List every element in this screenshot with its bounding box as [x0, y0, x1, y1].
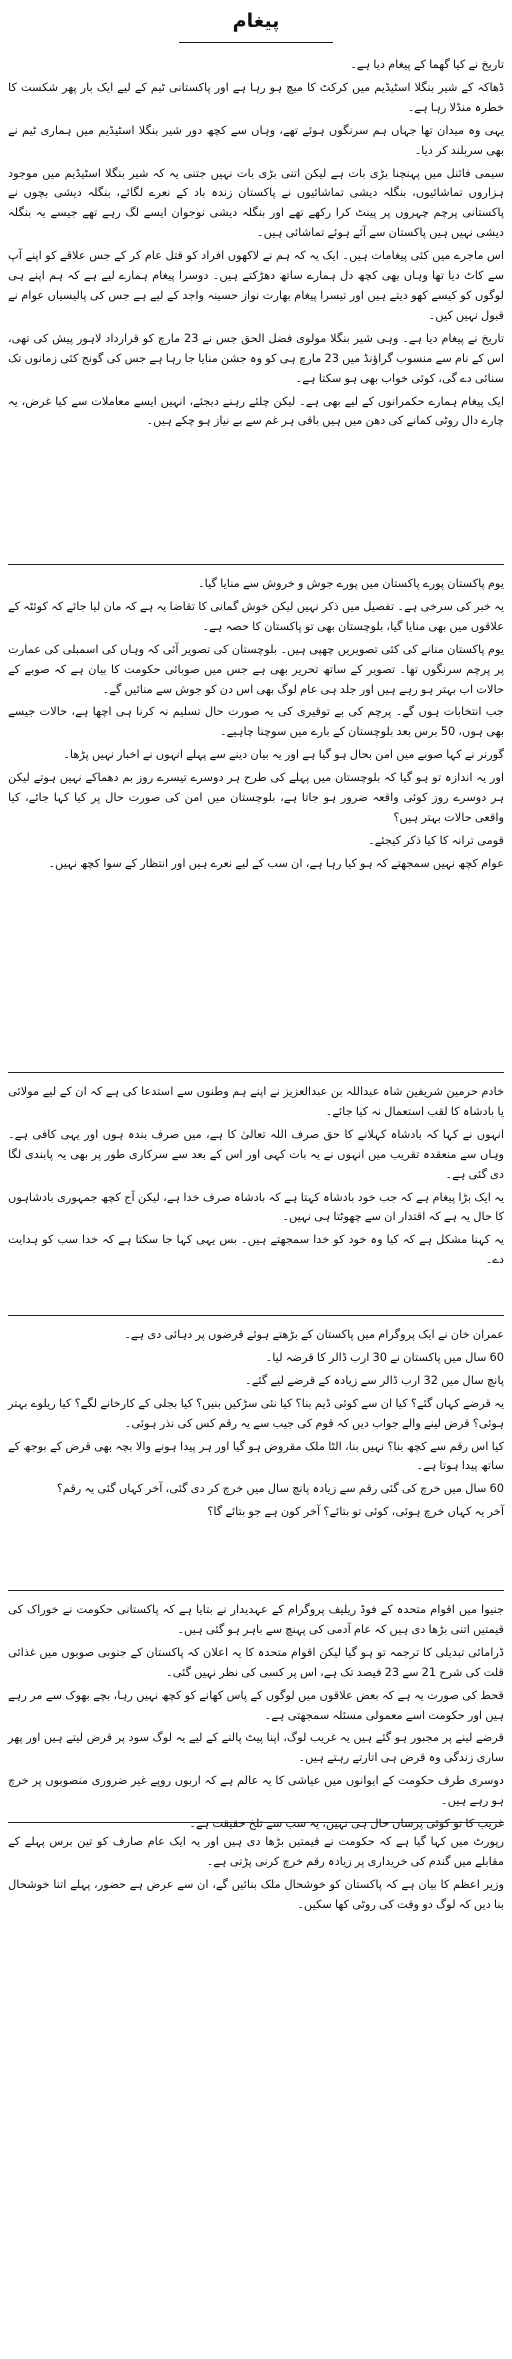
paragraph: عمران خان نے ایک پروگرام میں پاکستان کے بڑھتے ہوئے قرضوں پر دہائی دی ہے۔ — [124, 1327, 504, 1341]
paragraph: انہوں نے کہا کہ بادشاہ کہلانے کا حق صرف اللہ تعالیٰ کا ہے، میں صرف بندہ ہوں اور یہی کافی ہے۔ وہاں سے منعقدہ تقریب میں انہوں نے یہ بات کہی اور اس کے بعد سے سرکاری طور پر بھی یہ پابندی لگا دی گئی ہے۔ — [8, 1126, 504, 1181]
paragraph: وزیر اعظم کا بیان ہے کہ پاکستان کو خوشحال ملک بنائیں گے، ان سے عرض ہے حضور، پہلے اتنا خوشحال بنا دیں کہ لوگ دو وقت کی روٹی کھا سکیں۔ — [8, 1876, 504, 1911]
paragraph: رپورٹ میں کہا گیا ہے کہ حکومت نے قیمتیں بڑھا دی ہیں اور یہ ایک عام صارف کو تین برس پہلے کے مقابلے میں گندم کی خریداری پر زیادہ رقم خرچ کرنی پڑتی ہے۔ — [8, 1834, 504, 1868]
section-divider — [8, 1822, 504, 1823]
paragraph: 60 سال میں پاکستان نے 30 ارب ڈالر کا قرضہ لیا۔ — [265, 1349, 504, 1364]
paragraph: یہ خبر کی سرخی ہے۔ تفصیل میں ذکر نہیں لیکن خوش گمانی کا تقاضا یہ ہے کہ مان لیا جائے کہ کوئٹہ کے علاقوں میں بھی منایا گیا، بلوچستان بھی تو پاکستان کا حصہ ہے۔ — [8, 598, 504, 633]
paragraph: قومی ترانہ کا کیا ذکر کیجئے۔ — [368, 832, 504, 847]
section-5 — [8, 1600, 504, 1837]
paragraph: تاریخ نے کیا گھما کے پیغام دیا ہے۔ — [350, 57, 504, 71]
paragraph: خادم حرمین شریفین شاہ عبداللہ بن عبدالعزیز نے اپنے ہم وطنوں سے استدعا کی ہے کہ ان کے لیے مولائی یا بادشاہ کا لقب استعمال نہ کیا جائے۔ — [8, 1084, 504, 1118]
section-4 — [8, 1325, 504, 1525]
section-divider — [8, 1315, 504, 1316]
paragraph: 60 سال میں خرچ کی گئی رقم سے زیادہ پانچ سال میں خرچ کر دی گئی، آخر کہاں گئی یہ رقم؟ — [56, 1481, 504, 1496]
paragraph: عوام کچھ نہیں سمجھتے کہ ہو کیا رہا ہے، ان سب کے لیے نعرے ہیں اور انتظار کے سوا کچھ نہیں۔ — [48, 855, 504, 870]
title-underline — [179, 42, 333, 43]
section-3 — [8, 1082, 504, 1273]
paragraph: جنیوا میں اقوام متحدہ کے فوڈ ریلیف پروگرام کے عہدیدار نے بتایا ہے کہ پاکستانی حکومت نے خوراک کی قیمتیں اتنی بڑھا دی ہیں کہ عام آدمی کی پہنچ سے باہر ہو گئی ہیں۔ — [8, 1602, 504, 1636]
paragraph: دوسری طرف حکومت کے ایوانوں میں عیاشی کا یہ عالم ہے کہ اربوں روپے غیر ضروری منصوبوں پر خرچ ہو رہے ہیں۔ — [8, 1773, 504, 1808]
section-2 — [8, 574, 504, 877]
paragraph: کیا اس رقم سے کچھ بنا؟ نہیں بنا، الٹا ملک مقروض ہو گیا اور ہر پیدا ہونے والا بچہ بھی قرض کے بوجھ کے ساتھ پیدا ہوتا ہے۔ — [8, 1438, 504, 1473]
paragraph: ڈھاکہ کے شیر بنگلا اسٹیڈیم میں کرکٹ کا میچ ہو رہا ہے اور پاکستانی ٹیم کے لیے ایک بار پھر شکست کا خطرہ منڈلا رہا ہے۔ — [8, 79, 504, 114]
section-1 — [8, 55, 504, 434]
paragraph: یوم پاکستان منانے کی کئی تصویریں چھپی ہیں۔ بلوچستان کی تصویر آئی کہ وہاں کی اسمبلی کی عمارت پر پرچم سرنگوں تھا۔ تصویر کے ساتھ تحریر بھی ہے جس میں صوبائی حکومت کا بیان ہے کہ صوبے کے حالات اب بہتر ہو رہے ہیں اور جلد ہی عام لوگ بھی اس دن کو جوش سے منائیں گے۔ — [8, 641, 504, 696]
paragraph: یہ ایک بڑا پیغام ہے کہ جب خود بادشاہ کہتا ہے کہ بادشاہ صرف خدا ہے، لیکن آج کچھ جمہوری بادشاہوں کا حال یہ ہے کہ اقتدار ان سے چھوٹتا ہی نہیں۔ — [8, 1189, 504, 1224]
paragraph: اور یہ اندازہ تو ہو گیا کہ بلوچستان میں پہلے کی طرح ہر دوسرے تیسرے روز بم دھماکے نہیں ہوتے لیکن ہر دوسرے روز کوئی واقعہ ضرور ہو جاتا ہے، بلوچستان میں امن کی صورت حال پر کیا کہا جائے، کیا واقعی حالات بہتر ہیں؟ — [8, 770, 504, 824]
paragraph: یہی وہ میدان تھا جہاں ہم سرنگوں ہوئے تھے، وہاں سے کچھ دور شیر بنگلا اسٹیڈیم میں ہماری ٹیم نے بھی سربلند کر دیا۔ — [8, 122, 504, 157]
paragraph: تاریخ نے پیغام دیا ہے۔ وہی شیر بنگلا مولوی فضل الحق جس نے 23 مارچ کو قرارداد لاہور پیش کی تھی، اس کے نام سے منسوب گراؤنڈ میں 23 مارچ ہی کو وہ جشن منایا جا رہا ہے جس کی گونج کئی زمانوں تک سنائی دے گی، کوئی خواب بھی ہو سکتا ہے۔ — [8, 330, 505, 385]
section-6 — [8, 1832, 504, 1918]
paragraph: سیمی فائنل میں پہنچنا بڑی بات ہے لیکن اتنی بڑی بات نہیں جتنی یہ کہ شیر بنگلا اسٹیڈیم میں موجود ہزاروں تماشائیوں، بنگلہ دیشی تماشائیوں نے پاکستان زندہ باد کے نعرے لگائے، بنگلہ دیشی بچوں نے پاکستانی پرچم چہروں پر پینٹ کرا رکھے تھے اور بنگلہ دیشی نوجوان ایسے لگ رہے تھے جیسے یہ بنگلہ دیشی نہیں ہیں پاکستان سے آئے ہوئے تماشائی ہیں۔ — [8, 165, 504, 240]
paragraph: قرضے لینے پر مجبور ہو گئے ہیں یہ غریب لوگ، اپنا پیٹ پالنے کے لیے یہ لوگ سود پر قرض لیتے ہیں اور پھر ساری زندگی وہ قرض ہی اتارتے رہتے ہیں۔ — [8, 1730, 504, 1765]
paragraph: یوم پاکستان پورے پاکستان میں پورے جوش و خروش سے منایا گیا۔ — [197, 576, 504, 590]
paragraph: یہ کہنا مشکل ہے کہ کیا وہ خود کو خدا سمجھتے ہیں۔ بس یہی کہا جا سکتا ہے کہ خدا سب کو ہدایت دے۔ — [8, 1232, 504, 1267]
paragraph: غریب کا تو کوئی پرسان حال ہی نہیں، یہ سب سے تلخ حقیقت ہے۔ — [189, 1816, 504, 1831]
paragraph: پانچ سال میں 32 ارب ڈالر سے زیادہ کے قرضے لیے گئے۔ — [245, 1372, 504, 1387]
section-divider — [8, 564, 504, 565]
paragraph: گورنر نے کہا صوبے میں امن بحال ہو گیا ہے اور یہ بیان دینے سے پہلے انہوں نے اخبار نہیں پڑھا۔ — [63, 747, 504, 762]
paragraph: ایک پیغام ہمارے حکمرانوں کے لیے بھی ہے۔ لیکن چلئے رہنے دیجئے، انہیں ایسے معاملات سے کیا غرض، یہ چارے دال روٹی کمانے کی دھن میں ہیں باقی ہر غم سے بے نیاز ہو چکے ہیں۔ — [8, 393, 504, 428]
paragraph: یہ قرضے کہاں گئے؟ کیا ان سے کوئی ڈیم بنا؟ کیا نئی سڑکیں بنیں؟ کیا بجلی کے کارخانے لگے؟ کیا ریلوے بہتر ہوئی؟ قرض لینے والے جواب دیں کہ قوم کی جیب سے یہ رقم کس کی نذر ہوئی۔ — [8, 1395, 504, 1430]
paragraph: اس ماجرے میں کئی پیغامات ہیں۔ ایک یہ کہ ہم نے لاکھوں افراد کو قتل عام کر کے جس علاقے کو اپنے آپ سے کاٹ دیا تھا وہاں بھی کچھ دل ہمارے ساتھ دھڑکتے ہیں۔ دوسرا پیغام ہمارے لیے ہے کہ ہم اپنے ہی لوگوں کو کیسے کھو دیتے ہیں اور تیسرا پیغام بھارت نواز حسینہ واجد کے لیے ہے جس کی پالیسیاں عوام نے قبول نہیں کیں۔ — [8, 248, 504, 322]
paragraph: آخر یہ کہاں خرچ ہوئی، کوئی تو بتائے؟ آخر کون ہے جو بتائے گا؟ — [207, 1504, 504, 1519]
paragraph: جب انتخابات ہوں گے۔ پرچم کی بے توقیری کی یہ صورت حال تسلیم نہ کرنا ہی اچھا ہے، حالات جیسے بھی ہوں، 50 برس بعد بلوچستان کے بارے میں سوچنا چاہیے۔ — [8, 704, 504, 739]
section-divider — [8, 1072, 504, 1073]
paragraph: قحط کی صورت یہ ہے کہ بعض علاقوں میں لوگوں کے پاس کھانے کو کچھ نہیں رہا، بچے بھوک سے مر رہے ہیں اور حکومت اسے معمولی مسئلہ سمجھتی ہے۔ — [8, 1687, 504, 1722]
paragraph: ڈرامائی تبدیلی کا ترجمہ تو ہو گیا لیکن اقوام متحدہ کا یہ اعلان کہ پاکستان کے جنوبی صوبوں میں غذائی قلت کی شرح 21 سے 23 فیصد تک ہے، اس پر کسی کی نظر نہیں گئی۔ — [8, 1644, 504, 1679]
column-title: پیغام — [232, 10, 280, 32]
section-divider — [8, 1590, 504, 1591]
